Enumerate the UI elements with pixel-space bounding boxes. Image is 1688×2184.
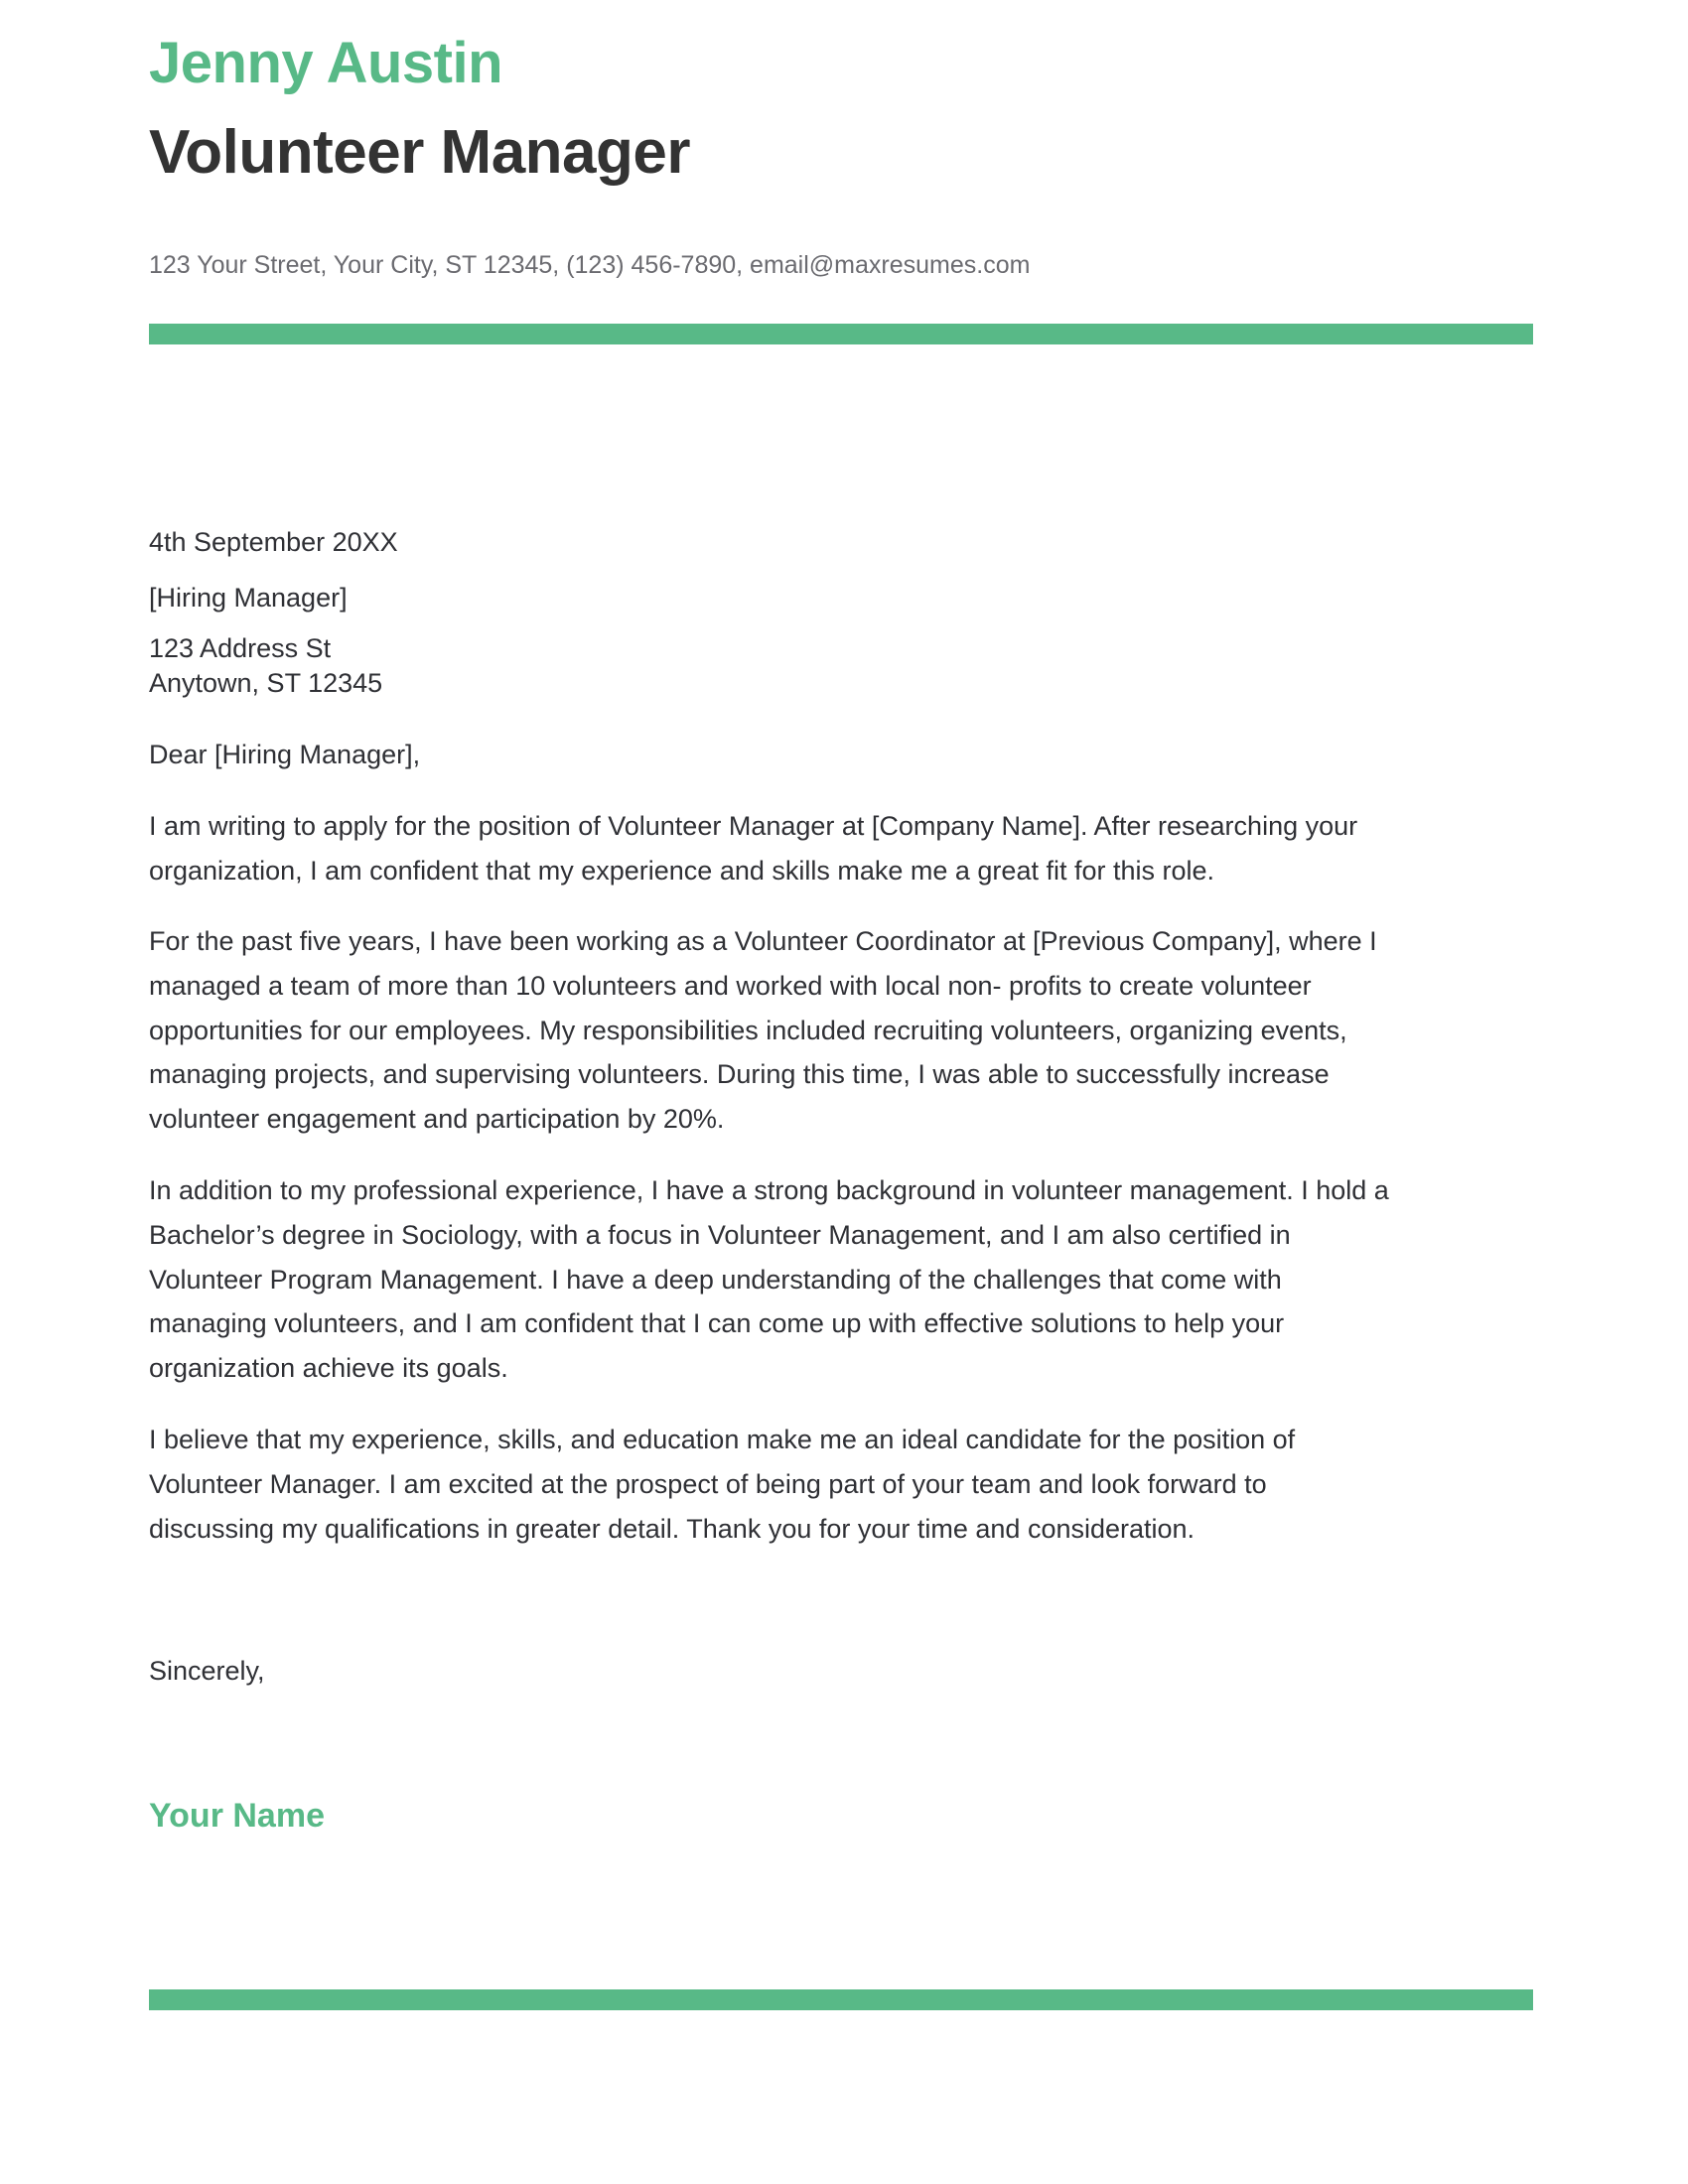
paragraph-line: organization achieve its goals.	[149, 1353, 508, 1384]
paragraph-line: managing volunteers, and I am confident that I can come up with effective solutions to help your	[149, 1308, 1285, 1339]
applicant-name: Jenny Austin	[149, 31, 503, 95]
paragraph-line: I believe that my experience, skills, and education make me an ideal candidate for the position of	[149, 1425, 1296, 1454]
body-paragraph	[149, 1168, 1389, 1391]
job-title: Volunteer Manager	[149, 118, 691, 187]
paragraph-line: Bachelor’s degree in Sociology, with a focus in Volunteer Management, and I am also certified in	[149, 1219, 1291, 1250]
closing: Sincerely,	[149, 1656, 265, 1686]
paragraph-line: opportunities for our employees. My responsibilities included recruiting volunteers, organizing events,	[149, 1015, 1347, 1045]
recipient-address	[149, 631, 382, 701]
paragraph-line: Volunteer Program Management. I have a deep understanding of the challenges that come with	[149, 1264, 1282, 1295]
paragraph-line: organization, I am confident that my experience and skills make me a great fit for this role.	[149, 855, 1215, 886]
body-paragraph	[149, 804, 1357, 893]
contact-info: 123 Your Street, Your City, ST 12345, (123) 456-7890, email@maxresumes.com	[149, 251, 1031, 279]
address-line: 123 Address St	[149, 633, 332, 663]
signature-name: Your Name	[149, 1797, 325, 1835]
paragraph-line: volunteer engagement and participation by 20%.	[149, 1104, 725, 1135]
paragraph-line: In addition to my professional experience, I have a strong background in volunteer management. I hold a	[149, 1175, 1389, 1205]
paragraph-line: I am writing to apply for the position of Volunteer Manager at [Company Name]. After researching your	[149, 811, 1358, 841]
paragraph-line: discussing my qualifications in greater detail. Thank you for your time and consideration.	[149, 1513, 1196, 1544]
letter-date: 4th September 20XX	[149, 527, 398, 557]
address-line: Anytown, ST 12345	[149, 668, 383, 698]
paragraph-line: managing projects, and supervising volunteers. During this time, I was able to successfully increase	[149, 1059, 1330, 1090]
recipient-name: [Hiring Manager]	[149, 583, 348, 613]
greeting: Dear [Hiring Manager],	[149, 740, 421, 769]
paragraph-line: For the past five years, I have been working as a Volunteer Coordinator at [Previous Company], where I	[149, 926, 1377, 956]
header-divider	[149, 324, 1533, 344]
footer-divider	[149, 1989, 1533, 2010]
paragraph-line: managed a team of more than 10 volunteers and worked with local non- profits to create volunteer	[149, 970, 1312, 1001]
body-paragraph	[149, 919, 1377, 1142]
paragraph-line: Volunteer Manager. I am excited at the prospect of being part of your team and look forward to	[149, 1468, 1267, 1499]
body-paragraph	[149, 1418, 1295, 1551]
